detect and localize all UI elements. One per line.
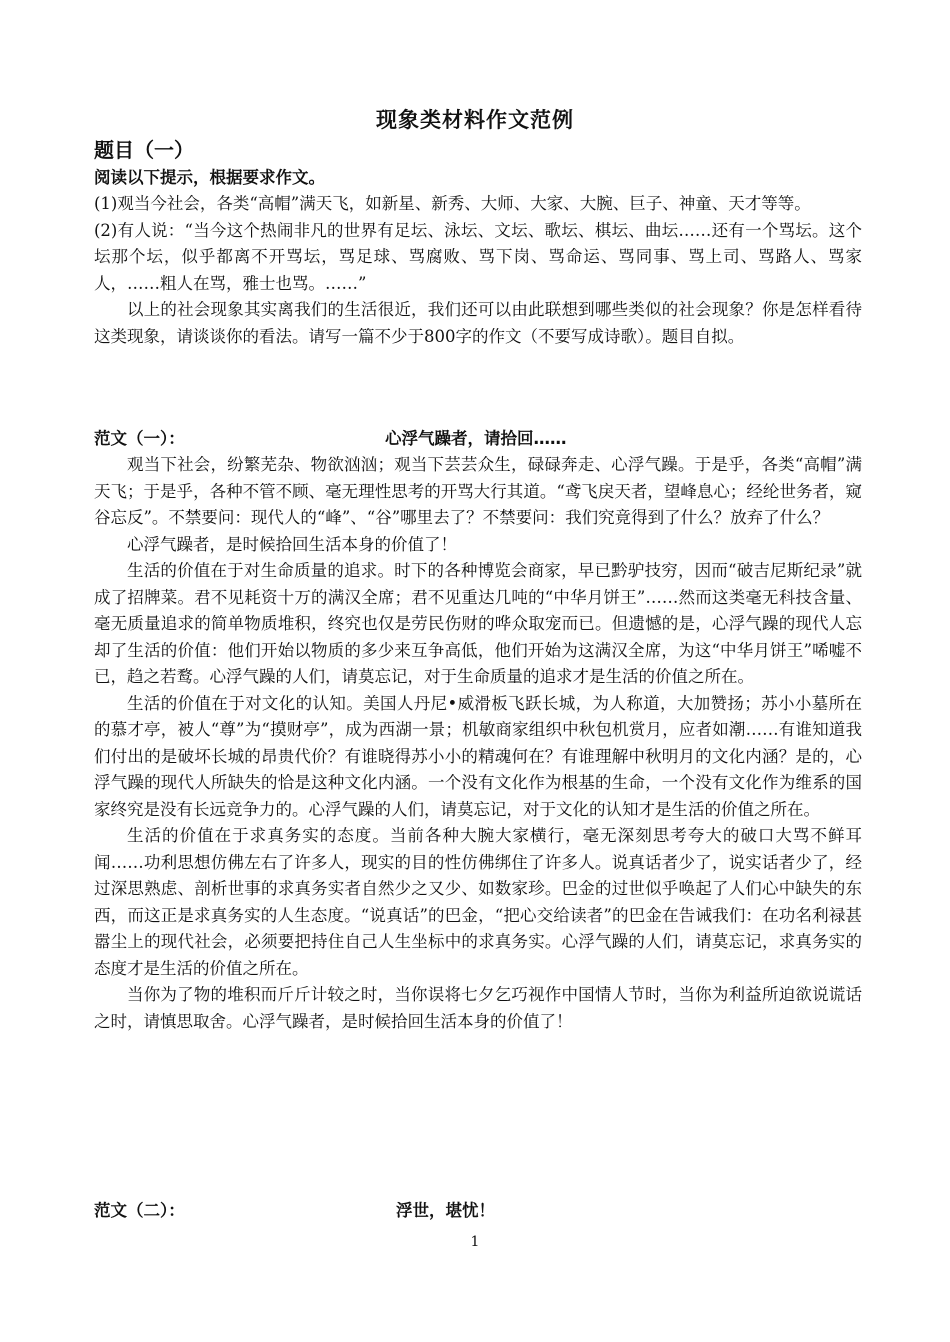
prompt-requirement: 以上的社会现象其实离我们的生活很近，我们还可以由此联想到哪些类似的社会现象？你是怎样看待这类现象，请谈谈你的看法。请写一篇不少于800字的作文（不要写成诗歌）。题目自拟。 bbox=[94, 300, 862, 346]
prompt-item-2: (2)有人说：“当今这个热闹非凡的世界有足坛、泳坛、文坛、歌坛、棋坛、曲坛……还有一个骂坛。这个坛那个坛，似乎都离不开骂坛，骂足球、骂腐败、骂下岗、骂命运、骂同事、骂上司、骂路人、骂家人，……粗人在骂，雅士也骂。……” bbox=[94, 220, 862, 293]
essay-paragraph: 生活的价值在于对生命质量的追求。时下的各种博览会商家，早已黔驴技穷，因而“破吉尼斯纪录”就成了招牌菜。君不见耗资十万的满汉全席；君不见重达几吨的“中华月饼王”……然而这类毫无科技含量、毫无质量追求的简单物质堆积，终究也仅是劳民伤财的哗众取宠而已。但遗憾的是，心浮气躁的现代人忘却了生活的价值：他们开始以物质的多少来互争高低，他们开始为这满汉全席，为这“中华月饼王”唏嘘不已，趋之若鹜。心浮气躁的人们，请莫忘记，对于生命质量的追求才是生活的价值之所在。 bbox=[94, 561, 862, 686]
essay-paragraph: 当你为了物的堆积而斤斤计较之时，当你误将七夕乞巧视作中国情人节时，当你为利益所迫欲说谎话之时，请慎思取舍。心浮气躁者，是时候拾回生活本身的价值了！ bbox=[94, 985, 862, 1031]
document-title: 现象类材料作文范例 bbox=[376, 108, 574, 132]
sample-1-title: 心浮气躁者，请拾回…… bbox=[385, 429, 567, 448]
essay-paragraph: 观当下社会，纷繁芜杂、物欲汹汹；观当下芸芸众生，碌碌奔走、心浮气躁。于是乎，各类“高帽”满天飞；于是乎，各种不管不顾、毫无理性思考的开骂大行其道。“鸢飞戾天者，望峰息心；经纶世务者，窥谷忘反”。不禁要问：现代人的“峰”、“谷”哪里去了？不禁要问：我们究竟得到了什么？放弃了什么？ bbox=[94, 455, 862, 527]
prompt-body bbox=[94, 191, 862, 350]
prompt-heading: 题目（一） bbox=[94, 138, 194, 162]
sample-2-title: 浮世，堪忧！ bbox=[396, 1201, 495, 1220]
sample-1-label: 范文（一）： bbox=[94, 429, 185, 448]
sample-1-body bbox=[94, 452, 862, 1035]
sample-1-header bbox=[94, 425, 862, 453]
sample-2-header bbox=[94, 1197, 862, 1225]
essay-paragraph: 生活的价值在于对文化的认知。美国人丹尼•威滑板飞跃长城，为人称道，大加赞扬；苏小小墓所在的慕才亭，被人“尊”为“摸财亭”，成为西湖一景；机敏商家组织中秋包机赏月，应者如潮……有谁知道我们付出的是破坏长城的昂贵代价？有谁晓得苏小小的精魂何在？有谁理解中秋明月的文化内涵？是的，心浮气躁的现代人所缺失的恰是这种文化内涵。一个没有文化作为根基的生命，一个没有文化作为维系的国家终究是没有长远竞争力的。心浮气躁的人们，请莫忘记，对于文化的认知才是生活的价值之所在。 bbox=[94, 693, 862, 819]
prompt-item-1: (1)观当今社会，各类“高帽”满天飞，如新星、新秀、大师、大家、大腕、巨子、神童、天才等等。 bbox=[94, 194, 811, 213]
essay-paragraph: 生活的价值在于求真务实的态度。当前各种大腕大家横行，毫无深刻思考夸大的破口大骂不鲜耳闻……功利思想仿佛左右了许多人，现实的目的性仿佛绑住了许多人。说真话者少了，说实话者少了，经过深思熟虑、剖析世事的求真务实者自然少之又少、如数家珍。巴金的过世似乎唤起了人们心中缺失的东西，而这正是求真务实的人生态度。“说真话”的巴金，“把心交给读者”的巴金在告诫我们：在功名利禄甚嚣尘上的现代社会，必须要把持住自己人生坐标中的求真务实。心浮气躁的人们，请莫忘记，求真务实的态度才是生活的价值之所在。 bbox=[94, 826, 862, 978]
prompt-instruction: 阅读以下提示，根据要求作文。 bbox=[94, 168, 325, 187]
sample-2-label: 范文（二）： bbox=[94, 1201, 185, 1220]
essay-paragraph: 心浮气躁者，是时候拾回生活本身的价值了！ bbox=[127, 534, 457, 554]
page-number: 1 bbox=[470, 1234, 480, 1250]
